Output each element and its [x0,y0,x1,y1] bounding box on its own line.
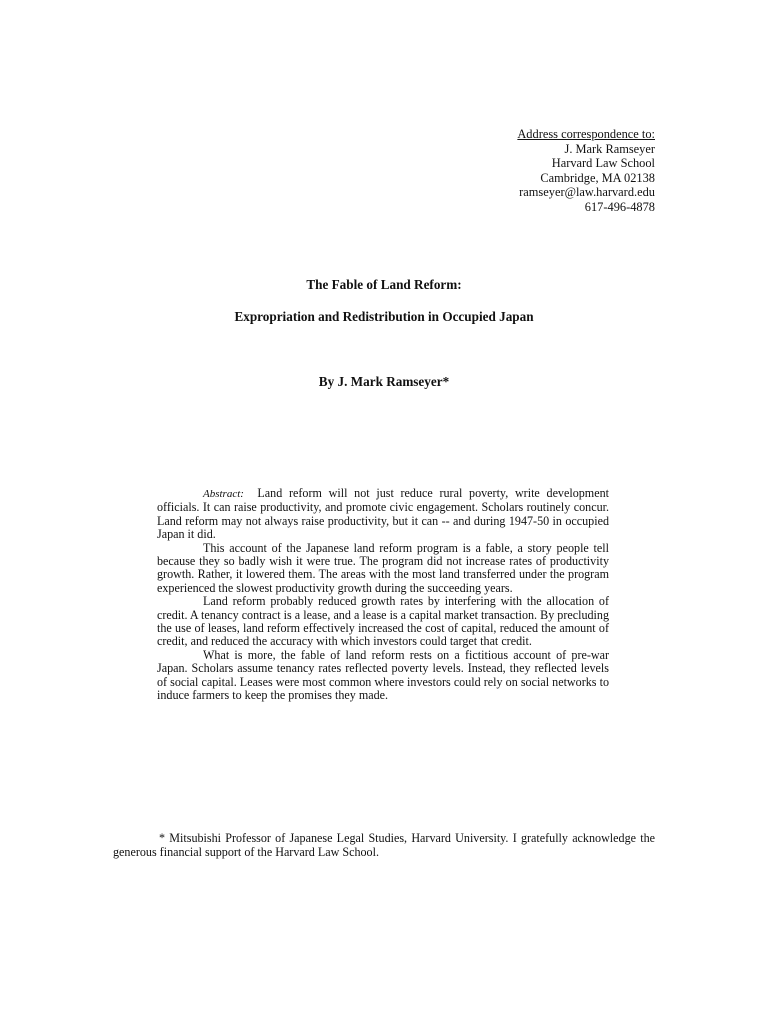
address-email: ramseyer@law.harvard.edu [519,185,655,200]
paper-subtitle: Expropriation and Redistribution in Occupied Japan [234,309,534,324]
abstract [157,487,609,703]
address-phone: 617-496-4878 [584,199,655,214]
abstract-paragraph-4: What is more, the fable of land reform rests on a fictitious account of pre-war Japan. Scholars assume tenancy rates reflected poverty levels. Instead, they reflected levels of social capital. Leases were most common where investors could rely on social networks to induce farmers to keep the promises they made. [157,647,609,703]
address-heading: Address correspondence to: [517,127,655,141]
author-footnote: * Mitsubishi Professor of Japanese Legal Studies, Harvard University. I gratefully acknowledge the generous financial support of the Harvard Law School. [113,831,655,860]
address-institution: Harvard Law School [551,156,655,171]
address-city: Cambridge, MA 02138 [540,170,655,185]
paper-title: The Fable of Land Reform: [306,277,462,292]
abstract-paragraph-1 [157,487,609,542]
abstract-label: Abstract: [203,488,244,500]
address-name: J. Mark Ramseyer [564,141,655,156]
author-byline: By J. Mark Ramseyer* [318,374,450,389]
correspondence-address [517,127,655,215]
abstract-paragraph-3: Land reform probably reduced growth rates by interfering with the allocation of credit. A tenancy contract is a lease, and a lease is a capital market transaction. By precluding the use of leases, land reform effectively increased the cost of capital, reduced the amount of credit, and reduced the accuracy with which investors could target that credit. [157,594,609,649]
abstract-paragraph-2: This account of the Japanese land reform program is a fable, a story people tell because they so badly wish it were true. The program did not increase rates of productivity growth. Rather, it lowered them. The areas with the most land transferred under the program experienced the slowest productivity growth during the succeeding years. [157,540,609,595]
abstract-paragraph-1-text: Land reform will not just reduce rural poverty, write development officials. It can raise productivity, and promote civic engagement. Scholars routinely concur. Land reform may not always raise productivity, but it can -- and during 1947-50 in occupied Japan it did. [157,486,609,542]
